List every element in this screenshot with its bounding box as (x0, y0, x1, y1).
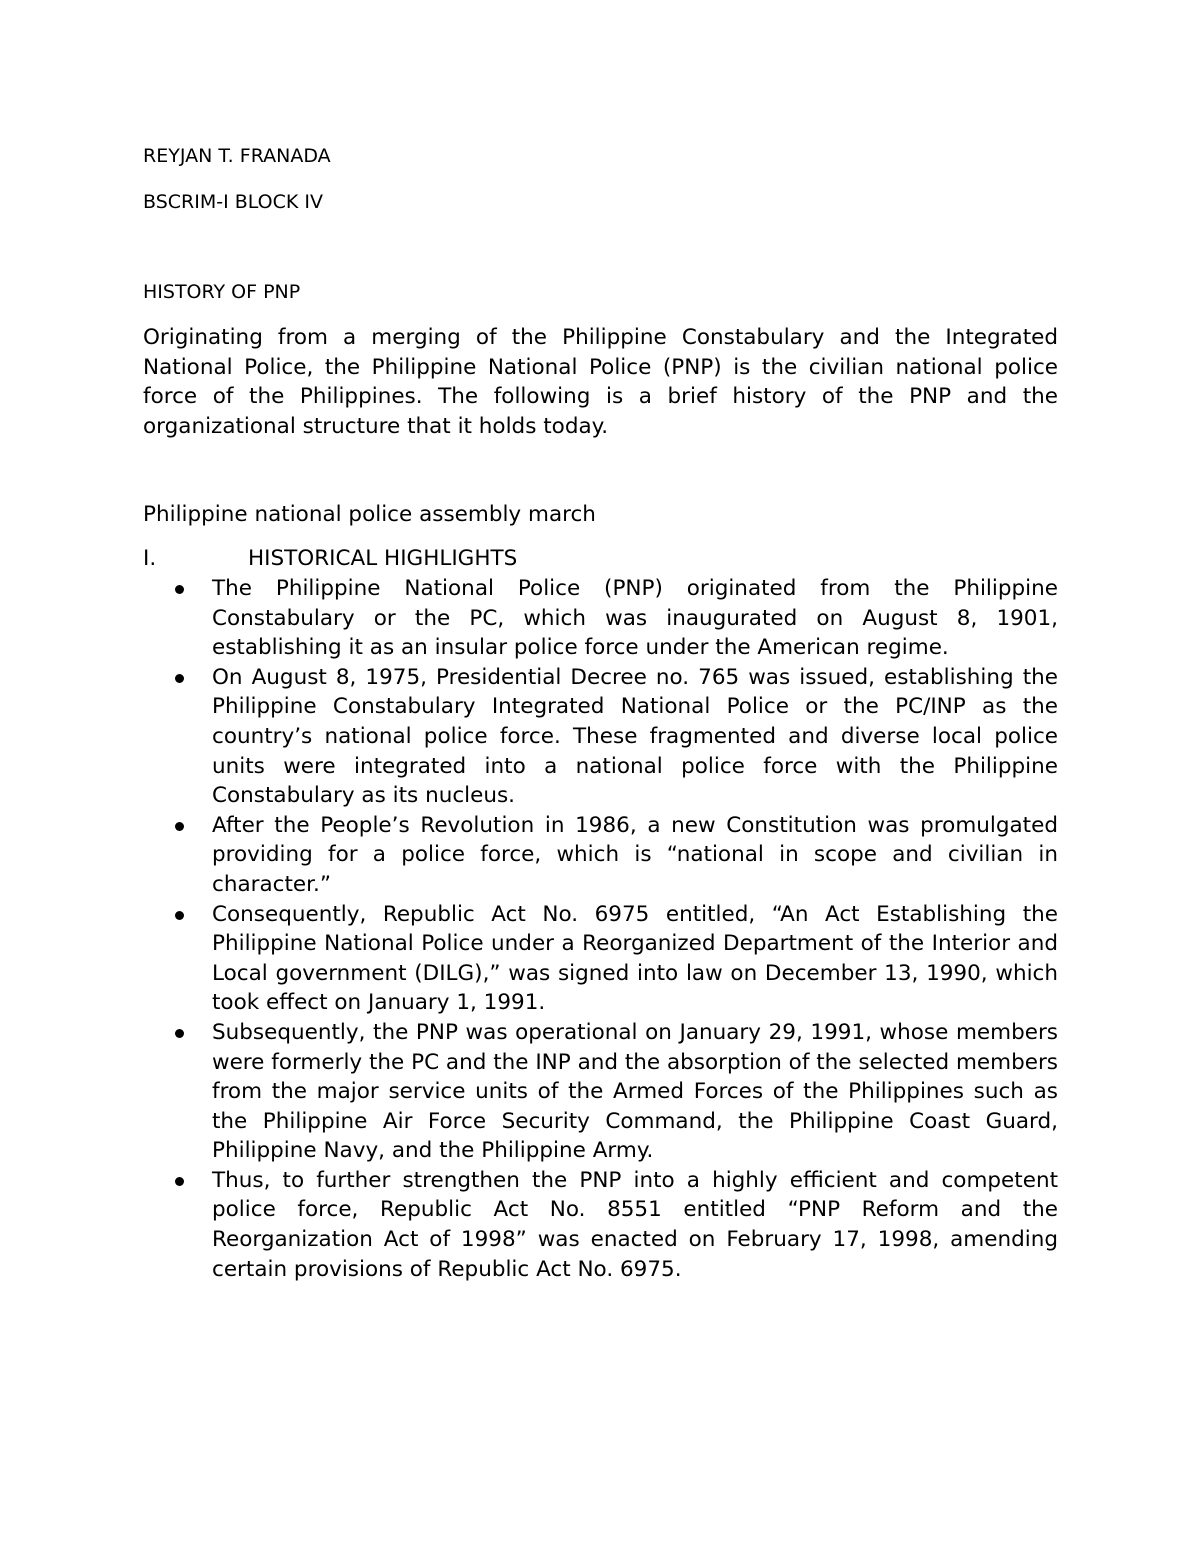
list-item-text: Subsequently, the PNP was operational on January 29, 1991, whose members were formerly the PC and the INP and the absorption of the selected members from the major service units of the Armed Forces of the Philippines such as the Philippine Air Force Security Command, the Philippine Coast Guard, Philippine Navy, and the Philippine Army. (212, 1019, 1058, 1164)
highlights-list (212, 574, 1058, 1284)
list-item-text: On August 8, 1975, Presidential Decree no. 765 was issued, establishing the Philippine Constabulary Integrated National Police or the PC/INP as the country’s national police force. These fragmented and diverse local police units were integrated into a national police force with the Philippine Constabulary as its nucleus. (212, 664, 1058, 809)
list-item (212, 574, 1058, 663)
list-item (212, 900, 1058, 1018)
section-number: I. (143, 546, 157, 571)
bullet-icon (175, 1029, 184, 1038)
section-heading-text: HISTORICAL HIGHLIGHTS (248, 546, 518, 571)
document-title: HISTORY OF PNP (143, 281, 301, 303)
list-item (212, 1166, 1058, 1284)
bullet-icon (175, 674, 184, 683)
list-item (212, 663, 1058, 811)
course-block: BSCRIM-I BLOCK IV (143, 191, 323, 213)
bullet-icon (175, 585, 184, 594)
list-item (212, 811, 1058, 900)
section-heading (143, 544, 517, 574)
list-item-text: The Philippine National Police (PNP) originated from the Philippine Constabulary or the PC, which was inaugurated on August 8, 1901, establishing it as an insular police force under the American regime. (212, 576, 1058, 661)
list-item (212, 1018, 1058, 1166)
subtitle: Philippine national police assembly march (143, 502, 596, 527)
list-item-text: Thus, to further strengthen the PNP into a highly efficient and competent police force, Republic Act No. 8551 entitled “PNP Reform and the Reorganization Act of 1998” was enacted on February 17, 1998, amending certain provisions of Republic Act No. 6975. (212, 1167, 1058, 1282)
intro-paragraph: Originating from a merging of the Philippine Constabulary and the Integrated National Police, the Philippine National Police (PNP) is the civilian national police force of the Philippines. The following is a brief history of the PNP and the organizational structure that it holds today. (143, 325, 1058, 439)
author-name: REYJAN T. FRANADA (143, 145, 331, 167)
list-item-text: After the People’s Revolution in 1986, a new Constitution was promulgated providing for a police force, which is “national in scope and civilian in character.” (212, 812, 1058, 897)
list-item-text: Consequently, Republic Act No. 6975 entitled, “An Act Establishing the Philippine National Police under a Reorganized Department of the Interior and Local government (DILG),” was signed into law on December 13, 1990, which took effect on January 1, 1991. (212, 901, 1058, 1016)
bullet-icon (175, 911, 184, 920)
bullet-icon (175, 822, 184, 831)
bullet-icon (175, 1177, 184, 1186)
